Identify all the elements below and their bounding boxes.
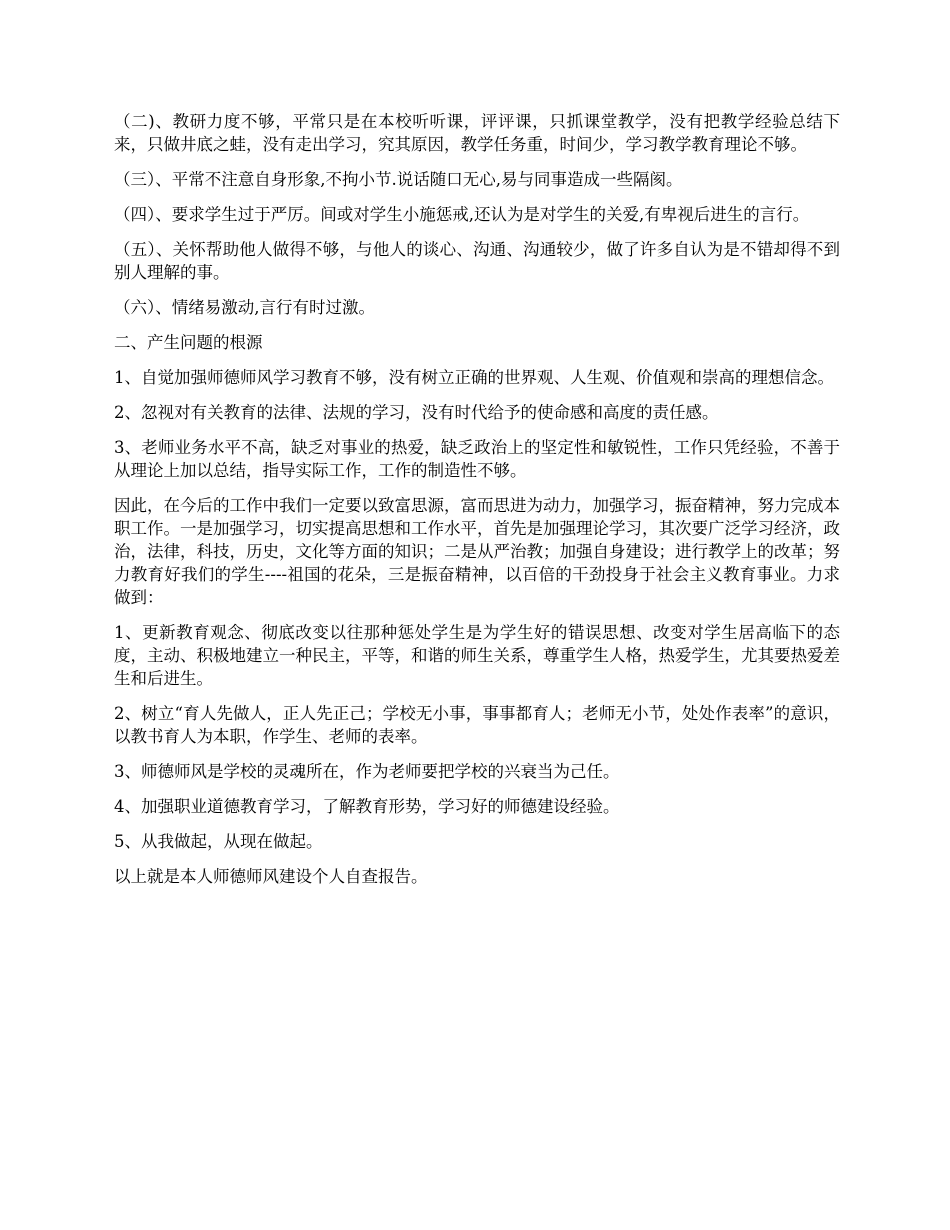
paragraph-goal-2: 2、树立“育人先做人，正人先正己；学校无小事，事事都育人；老师无小节，处处作表率”的意识，以教书育人为本职，作学生、老师的表率。	[114, 704, 840, 746]
document-body	[114, 110, 840, 900]
paragraph-cause-3: 3、老师业务水平不高，缺乏对事业的热爱，缺乏政治上的坚定性和敏锐性，工作只凭经验，不善于从理论上加以总结，指导实际工作，工作的制造性不够。	[114, 438, 840, 480]
paragraph-problem-4: （四）、要求学生过于严厉。间或对学生小施惩戒,还认为是对学生的关爱,有卑视后进生的言行。	[114, 205, 810, 224]
paragraph-problem-5: （五）、关怀帮助他人做得不够，与他人的谈心、沟通、沟通较少，做了许多自认为是不错却得不到别人理解的事。	[114, 240, 840, 282]
paragraph-conclusion: 以上就是本人师德师风建设个人自查报告。	[114, 867, 428, 886]
paragraph-goal-1: 1、更新教育观念、彻底改变以往那种惩处学生是为学生好的错误思想、改变对学生居高临下的态度，主动、积极地建立一种民主，平等，和谐的师生关系，尊重学生人格，热爱学生，尤其要热爱差生和后进生。	[114, 623, 840, 688]
paragraph-goal-4: 4、加强职业道德教育学习，了解教育形势，学习好的师德建设经验。	[114, 797, 620, 816]
paragraph-cause-2: 2、忽视对有关教育的法律、法规的学习，没有时代给予的使命感和高度的责任感。	[114, 403, 719, 422]
paragraph-goal-3: 3、师德师风是学校的灵魂所在，作为老师要把学校的兴衰当为己任。	[114, 762, 620, 781]
paragraph-cause-1: 1、自觉加强师德师风学习教育不够，没有树立正确的世界观、人生观、价值观和崇高的理想信念。	[114, 368, 834, 387]
paragraph-future-plan: 因此，在今后的工作中我们一定要以致富思源，富而思进为动力，加强学习，振奋精神，努力完成本职工作。一是加强学习，切实提高思想和工作水平，首先是加强理论学习，其次要广泛学习经济，政治，法律，科技，历史，文化等方面的知识；二是从严治教；加强自身建设；进行教学上的改革；努力教育好我们的学生----祖国的花朵，三是振奋精神，以百倍的干劲投身于社会主义教育事业。力求做到：	[114, 496, 840, 607]
paragraph-goal-5: 5、从我做起，从现在做起。	[114, 832, 323, 851]
paragraph-problem-2: （二)、教研力度不够，平常只是在本校听听课，评评课，只抓课堂教学，没有把教学经验总结下来，只做井底之蛙，没有走出学习，究其原因，教学任务重，时间少，学习教学教育理论不够。	[114, 112, 840, 154]
paragraph-problem-6: （六）、情绪易激动,言行有时过激。	[114, 298, 375, 317]
paragraph-problem-3: （三）、平常不注意自身形象,不拘小节.说话随口无心,易与同事造成一些隔阂。	[114, 170, 683, 189]
section-heading-root-causes: 二、产生问题的根源	[114, 333, 263, 352]
